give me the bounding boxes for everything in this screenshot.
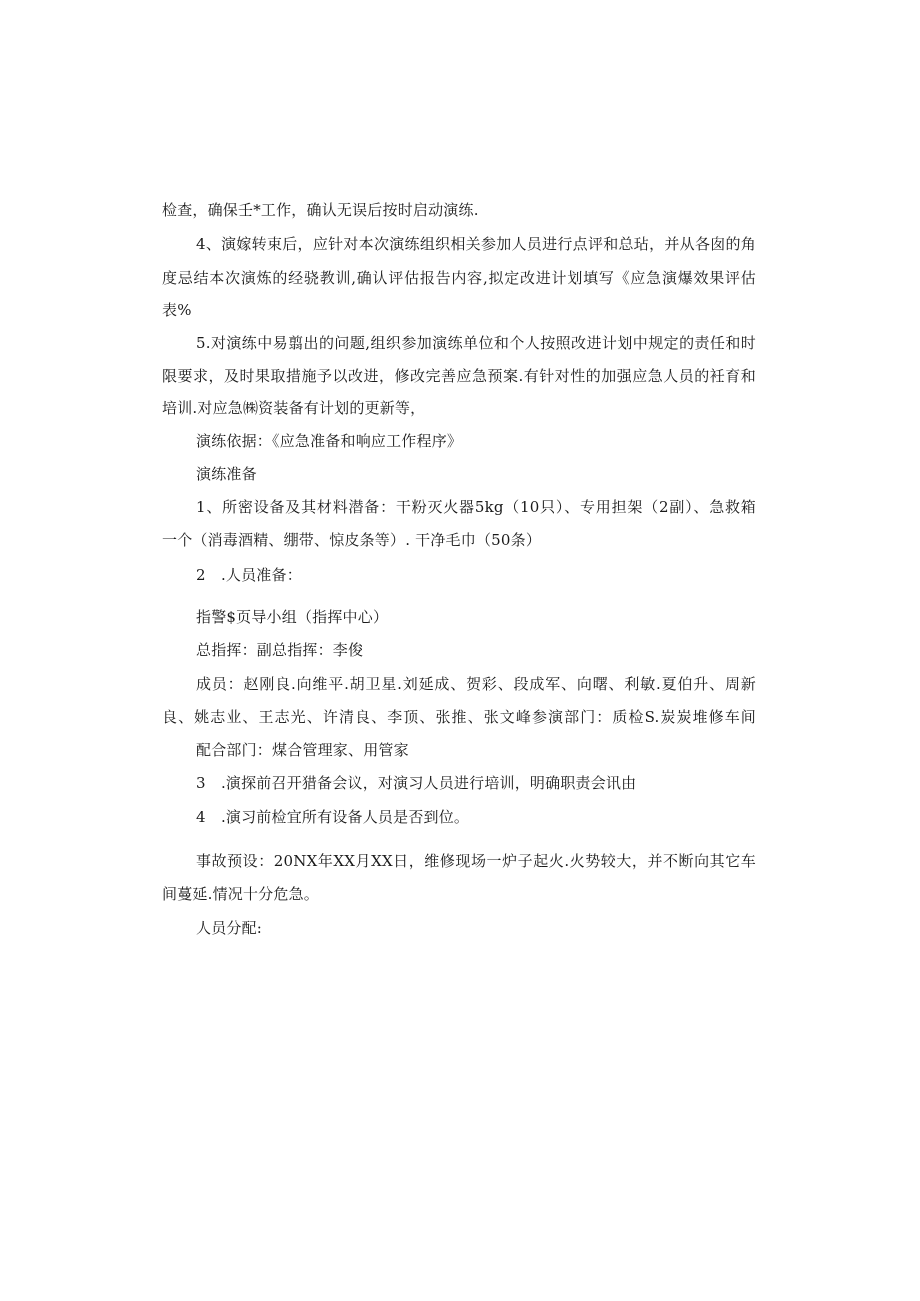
text-line: 检查，确保壬*工作，确认无误后按时启动演练. bbox=[162, 201, 479, 219]
incident-scenario-line-1: 事故预设：20NX年XX月XX日，维修现场一炉子起火.火势较大，并不断向其它车 bbox=[196, 852, 756, 870]
command-group: 指警$页导小组（指挥中心） bbox=[196, 608, 389, 626]
paragraph-5-line-1: 5.对演练中易翦出的问题,组织参加演练单位和个人按照改进计划中规定的责任和时 bbox=[196, 334, 756, 352]
equipment-line-1: 1、所密设备及其材料潜备：干粉灭火器5kg（10只）、专用担架（2副）、急救箱 bbox=[196, 498, 756, 516]
equipment-line-2: 一个（消毒酒精、绷带、惊皮条等）. 干净毛巾（50条） bbox=[162, 531, 542, 549]
paragraph-5-line-3: 培训.对应急㈱资装备有计划的更新等， bbox=[162, 399, 426, 417]
drill-basis: 演练依据：《应急准备和响应工作程序》 bbox=[196, 432, 463, 450]
incident-scenario-line-2: 间蔓延.情况十分危急。 bbox=[162, 885, 319, 903]
paragraph-4-line-1: 4、演嫁转束后，应针对本次演练组织相关参加人员进行点评和总玷，并从各囱的角 bbox=[196, 235, 756, 253]
members-line-1: 成员：赵刚良.向维平.胡卫星.刘延成、贺彩、段成军、向曙、利敏.夏伯升、周新 bbox=[196, 675, 756, 693]
paragraph-5-line-2: 限要求，及时果取措施予以改进，修改完善应急预案.有针对性的加强应急人员的衽育和 bbox=[162, 367, 756, 385]
personnel-preparation: 2 .人员准备： bbox=[196, 566, 302, 584]
item-3-meeting: 3 .演探前召开猎备会议，对演习人员进行培训，明确职责会讯由 bbox=[196, 774, 637, 792]
item-4-check: 4 .演习前检宜所有设备人员是否到位。 bbox=[196, 808, 470, 826]
staff-allocation-heading: 人员分配: bbox=[196, 919, 263, 937]
drill-preparation-heading: 演练准备 bbox=[196, 465, 257, 483]
members-line-2: 良、姚志业、王志光、许清良、李顶、张推、张文峰参演部门：质检S.炭炭堆修车间 bbox=[162, 708, 756, 726]
commander-line: 总指挥：副总指挥：李俊 bbox=[196, 641, 364, 659]
cooperating-departments: 配合部门：煤合管理家、用管家 bbox=[196, 741, 409, 759]
paragraph-4-line-2: 度忌结本次演炼的经骁教训,确认评估报告内容,拟定改进计划填写《应急演爆效果评估 bbox=[162, 269, 756, 287]
paragraph-4-line-3: 表% bbox=[162, 301, 192, 319]
